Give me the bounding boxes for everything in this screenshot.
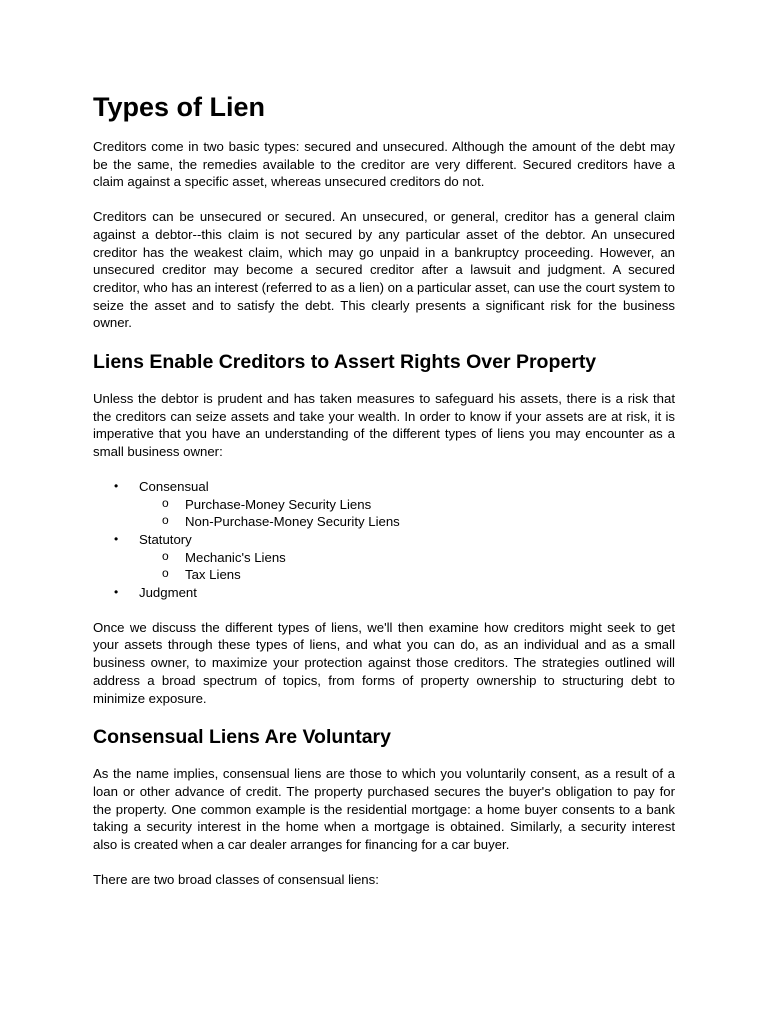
sub-list-item <box>139 549 675 567</box>
bullet-icon: • <box>114 531 119 546</box>
section2-paragraph-1: As the name implies, consensual liens are those to which you voluntarily consent, as a result of a loan or other advance of credit. The property purchased secures the buyer's obligation to pay for the property. One common example is the residential mortgage: a home buyer consents to a bank taking a security interest in the home when a mortgage is obtained. Similarly, a security interest also is created when a car dealer arranges for financing for a car buyer. <box>93 766 675 853</box>
document-body <box>93 90 675 906</box>
sub-bullet-icon: o <box>162 566 169 581</box>
sub-bullet-icon: o <box>162 495 169 510</box>
consensual-sublist <box>139 496 675 531</box>
bullet-icon: • <box>114 478 119 493</box>
sub-list-item-label: Mechanic's Liens <box>185 549 286 565</box>
sub-list-item-label: Purchase-Money Security Liens <box>185 496 372 512</box>
section-heading-consensual-liens: Consensual Liens Are Voluntary <box>93 726 391 749</box>
list-item-label: Consensual <box>139 478 209 494</box>
intro-paragraph-2: Creditors can be unsecured or secured. An unsecured, or general, creditor has a general claim against a debtor--this claim is not secured by any particular asset of the debtor. An unsecured creditor has the weakest claim, which may go unpaid in a bankruptcy proceeding. However, an unsecured creditor may become a secured creditor after a lawsuit and judgment. A secured creditor, who has an interest (referred to as a lien) on a particular asset, can use the court system to seize the asset and to satisfy the debt. This clearly presents a significant risk for the business owner. <box>93 209 676 331</box>
list-item-label: Statutory <box>139 531 192 547</box>
lien-types-list <box>93 478 675 602</box>
section-heading-liens-enable: Liens Enable Creditors to Assert Rights Over Property <box>93 351 597 374</box>
list-item-judgment <box>93 584 675 602</box>
sub-list-item <box>139 513 675 531</box>
section2-paragraph-2: There are two broad classes of consensual liens: <box>93 871 379 887</box>
sub-list-item-label: Tax Liens <box>185 567 241 583</box>
sub-list-item-label: Non-Purchase-Money Security Liens <box>185 514 400 530</box>
intro-paragraph-1: Creditors come in two basic types: secured and unsecured. Although the amount of the debt may be the same, the remedies available to the creditor are very different. Secured creditors have a claim against a specific asset, whereas unsecured creditors do not. <box>93 139 675 190</box>
sub-bullet-icon: o <box>162 548 169 563</box>
page-title: Types of Lien <box>93 92 266 122</box>
statutory-sublist <box>139 549 675 584</box>
bullet-icon: • <box>114 585 119 600</box>
sub-list-item <box>139 496 675 514</box>
list-item-label: Judgment <box>139 585 197 601</box>
section1-paragraph-1: Unless the debtor is prudent and has taken measures to safeguard his assets, there is a risk that the creditors can seize assets and take your wealth. In order to know if your assets are at risk, it is imperative that you have an understanding of the different types of liens you may encounter as a small business owner: <box>93 391 675 460</box>
sub-bullet-icon: o <box>162 513 169 528</box>
list-item-statutory <box>93 531 675 584</box>
section1-paragraph-2: Once we discuss the different types of liens, we'll then examine how creditors might seek to get your assets through these types of liens, and what you can do, as an individual and as a small business owner, to maximize your protection against those creditors. The strategies outlined will address a broad spectrum of topics, from forms of property ownership to structuring debt to minimize exposure. <box>93 619 675 706</box>
sub-list-item <box>139 566 675 584</box>
list-item-consensual <box>93 478 675 531</box>
